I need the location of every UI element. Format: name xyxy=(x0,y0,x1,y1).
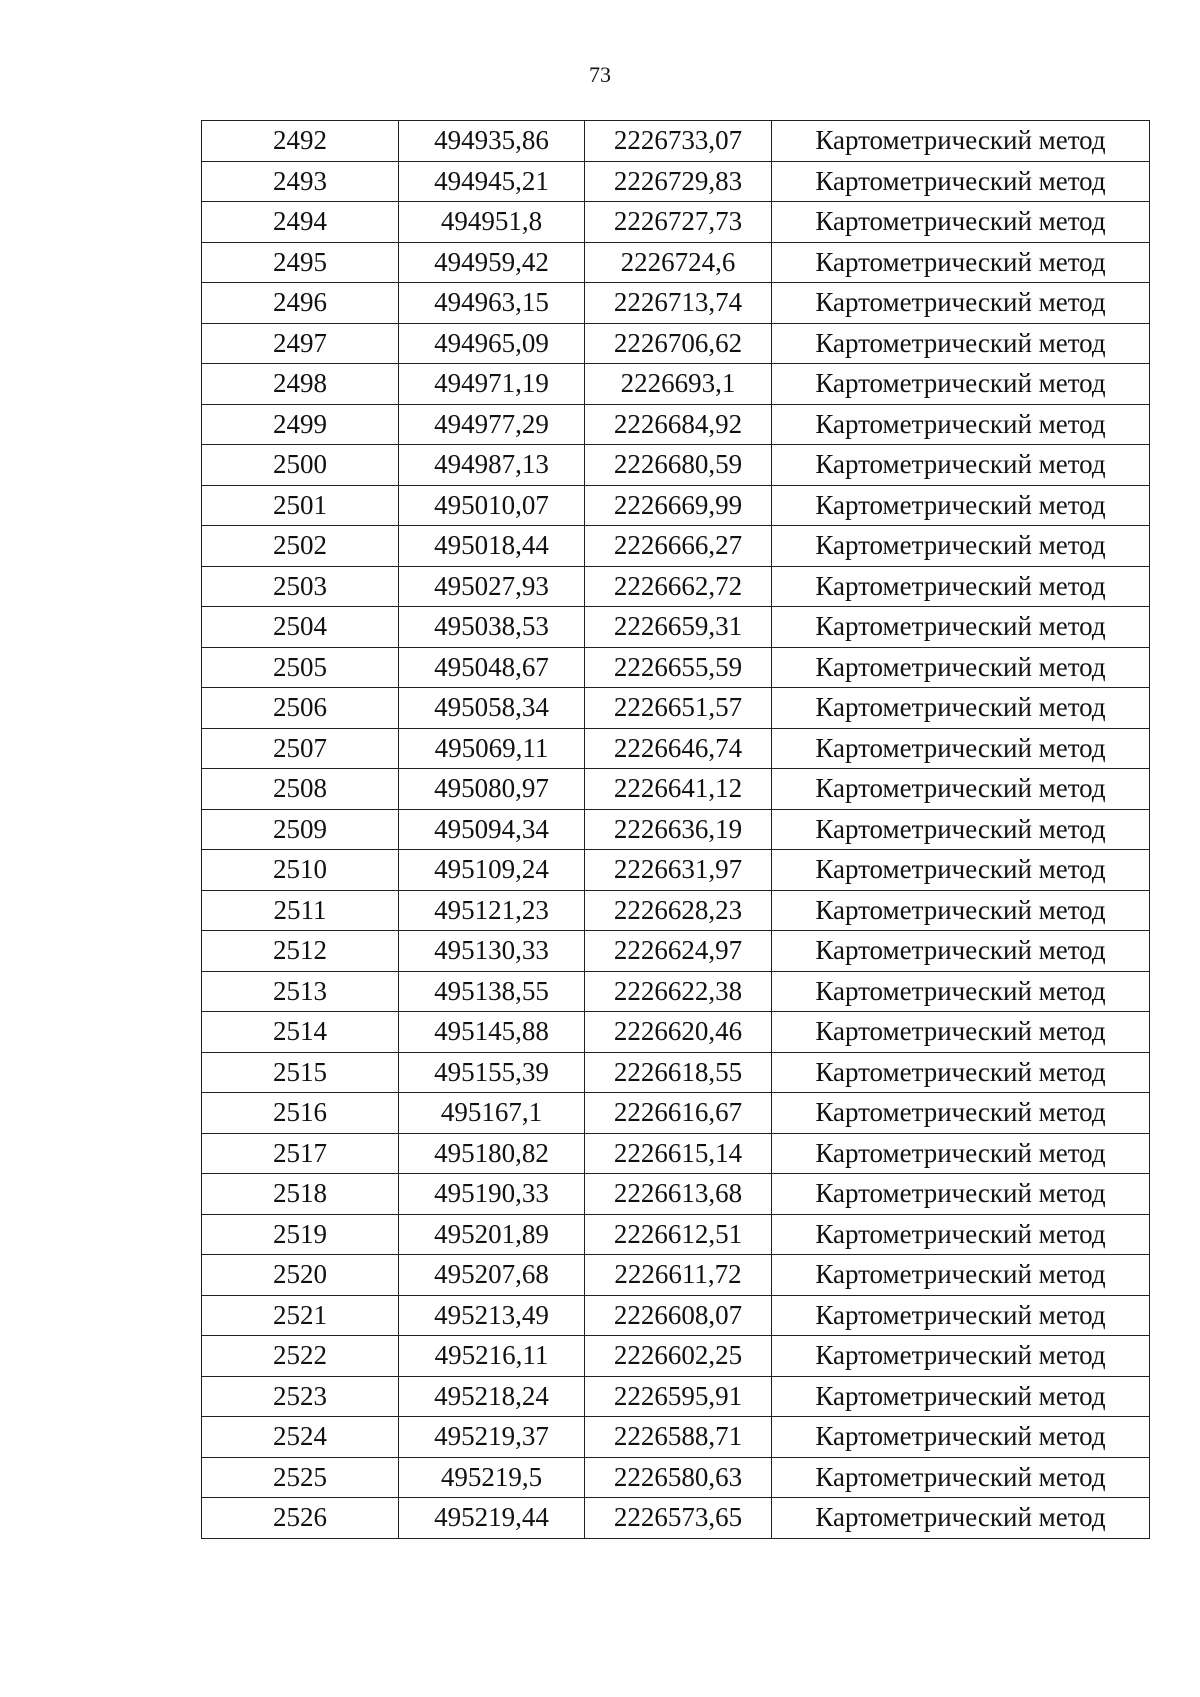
method-cell: Картометрический метод xyxy=(772,1498,1150,1539)
coordinates-table xyxy=(201,120,1150,1539)
table-row xyxy=(202,121,1150,162)
method-cell: Картометрический метод xyxy=(772,1417,1150,1458)
table-row xyxy=(202,1052,1150,1093)
point-number-cell: 2508 xyxy=(202,769,399,810)
point-number-cell: 2506 xyxy=(202,688,399,729)
x-coordinate-cell: 494965,09 xyxy=(399,323,585,364)
point-number-cell: 2496 xyxy=(202,283,399,324)
y-coordinate-cell: 2226713,74 xyxy=(585,283,772,324)
point-number-cell: 2502 xyxy=(202,526,399,567)
y-coordinate-cell: 2226680,59 xyxy=(585,445,772,486)
point-number-cell: 2499 xyxy=(202,404,399,445)
x-coordinate-cell: 495213,49 xyxy=(399,1295,585,1336)
point-number-cell: 2507 xyxy=(202,728,399,769)
method-cell: Картометрический метод xyxy=(772,1214,1150,1255)
table-row xyxy=(202,890,1150,931)
x-coordinate-cell: 495048,67 xyxy=(399,647,585,688)
point-number-cell: 2504 xyxy=(202,607,399,648)
y-coordinate-cell: 2226662,72 xyxy=(585,566,772,607)
method-cell: Картометрический метод xyxy=(772,1012,1150,1053)
point-number-cell: 2513 xyxy=(202,971,399,1012)
method-cell: Картометрический метод xyxy=(772,607,1150,648)
x-coordinate-cell: 495130,33 xyxy=(399,931,585,972)
y-coordinate-cell: 2226684,92 xyxy=(585,404,772,445)
table-row xyxy=(202,931,1150,972)
method-cell: Картометрический метод xyxy=(772,647,1150,688)
table-row xyxy=(202,1295,1150,1336)
x-coordinate-cell: 495219,5 xyxy=(399,1457,585,1498)
method-cell: Картометрический метод xyxy=(772,1336,1150,1377)
table-row xyxy=(202,1093,1150,1134)
y-coordinate-cell: 2226588,71 xyxy=(585,1417,772,1458)
method-cell: Картометрический метод xyxy=(772,850,1150,891)
x-coordinate-cell: 495218,24 xyxy=(399,1376,585,1417)
method-cell: Картометрический метод xyxy=(772,202,1150,243)
point-number-cell: 2497 xyxy=(202,323,399,364)
y-coordinate-cell: 2226641,12 xyxy=(585,769,772,810)
table-row xyxy=(202,1012,1150,1053)
method-cell: Картометрический метод xyxy=(772,688,1150,729)
method-cell: Картометрический метод xyxy=(772,566,1150,607)
table-row xyxy=(202,647,1150,688)
y-coordinate-cell: 2226729,83 xyxy=(585,161,772,202)
y-coordinate-cell: 2226624,97 xyxy=(585,931,772,972)
table-row xyxy=(202,728,1150,769)
x-coordinate-cell: 495109,24 xyxy=(399,850,585,891)
point-number-cell: 2524 xyxy=(202,1417,399,1458)
x-coordinate-cell: 495027,93 xyxy=(399,566,585,607)
point-number-cell: 2526 xyxy=(202,1498,399,1539)
y-coordinate-cell: 2226618,55 xyxy=(585,1052,772,1093)
x-coordinate-cell: 495207,68 xyxy=(399,1255,585,1296)
table-row xyxy=(202,283,1150,324)
y-coordinate-cell: 2226631,97 xyxy=(585,850,772,891)
y-coordinate-cell: 2226669,99 xyxy=(585,485,772,526)
x-coordinate-cell: 495180,82 xyxy=(399,1133,585,1174)
y-coordinate-cell: 2226628,23 xyxy=(585,890,772,931)
y-coordinate-cell: 2226646,74 xyxy=(585,728,772,769)
y-coordinate-cell: 2226659,31 xyxy=(585,607,772,648)
point-number-cell: 2493 xyxy=(202,161,399,202)
x-coordinate-cell: 495216,11 xyxy=(399,1336,585,1377)
table-row xyxy=(202,809,1150,850)
table-row xyxy=(202,1376,1150,1417)
method-cell: Картометрический метод xyxy=(772,1093,1150,1134)
table-row xyxy=(202,1255,1150,1296)
x-coordinate-cell: 494963,15 xyxy=(399,283,585,324)
point-number-cell: 2518 xyxy=(202,1174,399,1215)
y-coordinate-cell: 2226727,73 xyxy=(585,202,772,243)
table-row xyxy=(202,566,1150,607)
point-number-cell: 2501 xyxy=(202,485,399,526)
x-coordinate-cell: 494935,86 xyxy=(399,121,585,162)
y-coordinate-cell: 2226733,07 xyxy=(585,121,772,162)
point-number-cell: 2525 xyxy=(202,1457,399,1498)
method-cell: Картометрический метод xyxy=(772,445,1150,486)
method-cell: Картометрический метод xyxy=(772,485,1150,526)
point-number-cell: 2510 xyxy=(202,850,399,891)
x-coordinate-cell: 495219,44 xyxy=(399,1498,585,1539)
point-number-cell: 2509 xyxy=(202,809,399,850)
point-number-cell: 2503 xyxy=(202,566,399,607)
table-row xyxy=(202,323,1150,364)
y-coordinate-cell: 2226608,07 xyxy=(585,1295,772,1336)
method-cell: Картометрический метод xyxy=(772,971,1150,1012)
point-number-cell: 2520 xyxy=(202,1255,399,1296)
method-cell: Картометрический метод xyxy=(772,728,1150,769)
point-number-cell: 2511 xyxy=(202,890,399,931)
x-coordinate-cell: 495145,88 xyxy=(399,1012,585,1053)
x-coordinate-cell: 495058,34 xyxy=(399,688,585,729)
method-cell: Картометрический метод xyxy=(772,1255,1150,1296)
point-number-cell: 2523 xyxy=(202,1376,399,1417)
table-row xyxy=(202,526,1150,567)
x-coordinate-cell: 494959,42 xyxy=(399,242,585,283)
point-number-cell: 2516 xyxy=(202,1093,399,1134)
x-coordinate-cell: 494945,21 xyxy=(399,161,585,202)
method-cell: Картометрический метод xyxy=(772,1457,1150,1498)
x-coordinate-cell: 495121,23 xyxy=(399,890,585,931)
point-number-cell: 2522 xyxy=(202,1336,399,1377)
method-cell: Картометрический метод xyxy=(772,931,1150,972)
table-row xyxy=(202,688,1150,729)
x-coordinate-cell: 495018,44 xyxy=(399,526,585,567)
table-row xyxy=(202,1417,1150,1458)
y-coordinate-cell: 2226706,62 xyxy=(585,323,772,364)
table-row xyxy=(202,1214,1150,1255)
point-number-cell: 2505 xyxy=(202,647,399,688)
y-coordinate-cell: 2226573,65 xyxy=(585,1498,772,1539)
table-row xyxy=(202,202,1150,243)
y-coordinate-cell: 2226580,63 xyxy=(585,1457,772,1498)
table-row xyxy=(202,1457,1150,1498)
table-row xyxy=(202,364,1150,405)
coordinates-table-body xyxy=(202,121,1150,1539)
point-number-cell: 2512 xyxy=(202,931,399,972)
method-cell: Картометрический метод xyxy=(772,890,1150,931)
point-number-cell: 2519 xyxy=(202,1214,399,1255)
point-number-cell: 2494 xyxy=(202,202,399,243)
table-row xyxy=(202,485,1150,526)
method-cell: Картометрический метод xyxy=(772,1376,1150,1417)
y-coordinate-cell: 2226724,6 xyxy=(585,242,772,283)
method-cell: Картометрический метод xyxy=(772,283,1150,324)
method-cell: Картометрический метод xyxy=(772,1295,1150,1336)
x-coordinate-cell: 495190,33 xyxy=(399,1174,585,1215)
table-row xyxy=(202,242,1150,283)
method-cell: Картометрический метод xyxy=(772,161,1150,202)
y-coordinate-cell: 2226611,72 xyxy=(585,1255,772,1296)
x-coordinate-cell: 495069,11 xyxy=(399,728,585,769)
point-number-cell: 2514 xyxy=(202,1012,399,1053)
table-row xyxy=(202,769,1150,810)
x-coordinate-cell: 494951,8 xyxy=(399,202,585,243)
y-coordinate-cell: 2226613,68 xyxy=(585,1174,772,1215)
x-coordinate-cell: 495201,89 xyxy=(399,1214,585,1255)
method-cell: Картометрический метод xyxy=(772,364,1150,405)
method-cell: Картометрический метод xyxy=(772,1133,1150,1174)
method-cell: Картометрический метод xyxy=(772,1174,1150,1215)
table-row xyxy=(202,1498,1150,1539)
table-row xyxy=(202,1133,1150,1174)
x-coordinate-cell: 495219,37 xyxy=(399,1417,585,1458)
y-coordinate-cell: 2226693,1 xyxy=(585,364,772,405)
y-coordinate-cell: 2226655,59 xyxy=(585,647,772,688)
point-number-cell: 2517 xyxy=(202,1133,399,1174)
x-coordinate-cell: 495155,39 xyxy=(399,1052,585,1093)
y-coordinate-cell: 2226595,91 xyxy=(585,1376,772,1417)
y-coordinate-cell: 2226616,67 xyxy=(585,1093,772,1134)
table-row xyxy=(202,971,1150,1012)
method-cell: Картометрический метод xyxy=(772,769,1150,810)
method-cell: Картометрический метод xyxy=(772,323,1150,364)
y-coordinate-cell: 2226622,38 xyxy=(585,971,772,1012)
table-row xyxy=(202,161,1150,202)
x-coordinate-cell: 495138,55 xyxy=(399,971,585,1012)
table-row xyxy=(202,1174,1150,1215)
table-row xyxy=(202,404,1150,445)
y-coordinate-cell: 2226651,57 xyxy=(585,688,772,729)
point-number-cell: 2492 xyxy=(202,121,399,162)
point-number-cell: 2495 xyxy=(202,242,399,283)
method-cell: Картометрический метод xyxy=(772,121,1150,162)
y-coordinate-cell: 2226602,25 xyxy=(585,1336,772,1377)
method-cell: Картометрический метод xyxy=(772,242,1150,283)
point-number-cell: 2515 xyxy=(202,1052,399,1093)
table-row xyxy=(202,445,1150,486)
x-coordinate-cell: 494977,29 xyxy=(399,404,585,445)
method-cell: Картометрический метод xyxy=(772,526,1150,567)
x-coordinate-cell: 495094,34 xyxy=(399,809,585,850)
y-coordinate-cell: 2226615,14 xyxy=(585,1133,772,1174)
table-row xyxy=(202,607,1150,648)
point-number-cell: 2521 xyxy=(202,1295,399,1336)
method-cell: Картометрический метод xyxy=(772,1052,1150,1093)
y-coordinate-cell: 2226636,19 xyxy=(585,809,772,850)
point-number-cell: 2500 xyxy=(202,445,399,486)
x-coordinate-cell: 495080,97 xyxy=(399,769,585,810)
table-row xyxy=(202,1336,1150,1377)
method-cell: Картометрический метод xyxy=(772,809,1150,850)
x-coordinate-cell: 495167,1 xyxy=(399,1093,585,1134)
x-coordinate-cell: 495010,07 xyxy=(399,485,585,526)
y-coordinate-cell: 2226620,46 xyxy=(585,1012,772,1053)
point-number-cell: 2498 xyxy=(202,364,399,405)
table-row xyxy=(202,850,1150,891)
y-coordinate-cell: 2226666,27 xyxy=(585,526,772,567)
x-coordinate-cell: 494971,19 xyxy=(399,364,585,405)
page-number: 73 xyxy=(589,62,611,87)
y-coordinate-cell: 2226612,51 xyxy=(585,1214,772,1255)
x-coordinate-cell: 495038,53 xyxy=(399,607,585,648)
x-coordinate-cell: 494987,13 xyxy=(399,445,585,486)
method-cell: Картометрический метод xyxy=(772,404,1150,445)
